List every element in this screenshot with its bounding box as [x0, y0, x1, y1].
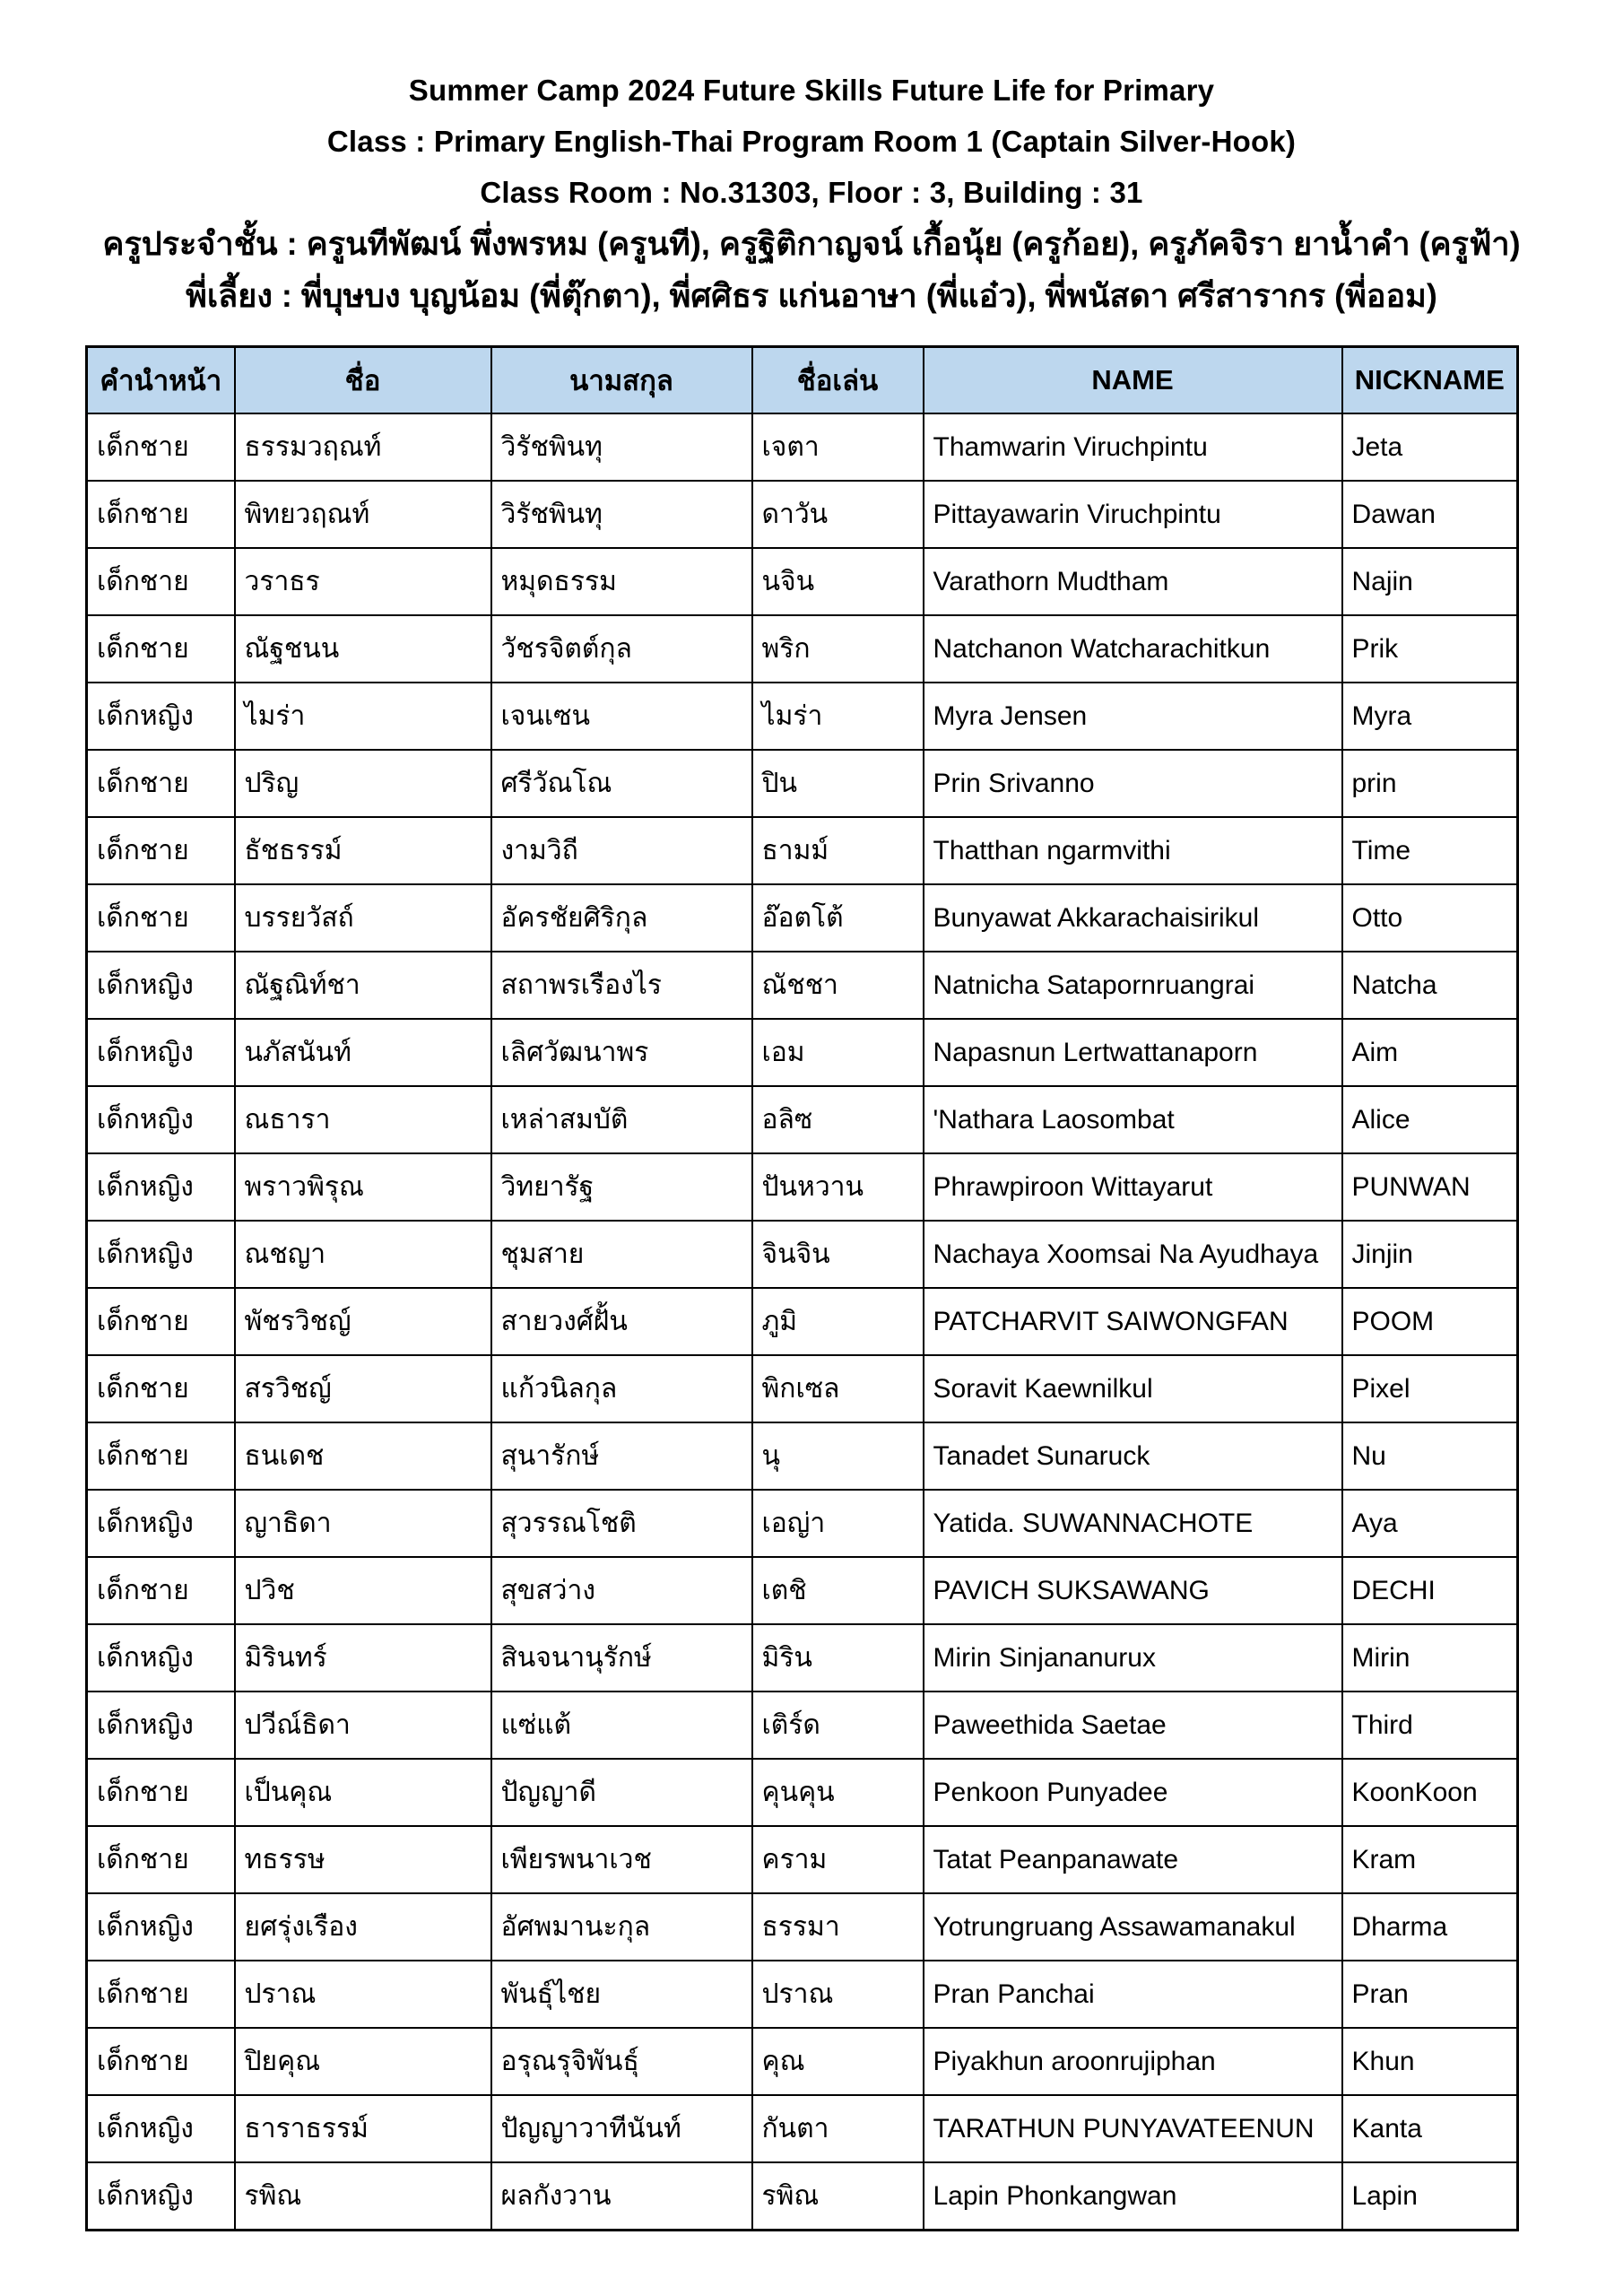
- cell-first-name: ธัชธรรม์: [235, 817, 491, 884]
- table-row: [87, 1490, 1518, 1557]
- table-row: [87, 2095, 1518, 2162]
- table-row: [87, 1759, 1518, 1826]
- cell-prefix: เด็กหญิง: [87, 683, 235, 750]
- table-row: [87, 1893, 1518, 1961]
- cell-last-name: สายวงศ์ฝั้น: [491, 1288, 752, 1355]
- cell-first-name: เป็นคุณ: [235, 1759, 491, 1826]
- cell-name-en: Piyakhun aroonrujiphan: [924, 2028, 1342, 2095]
- cell-last-name: สินจนานุรักษ์: [491, 1624, 752, 1692]
- cell-name-en: Napasnun Lertwattanaporn: [924, 1019, 1342, 1086]
- cell-prefix: เด็กหญิง: [87, 1893, 235, 1961]
- cell-thai-nickname: พริก: [752, 615, 924, 683]
- student-roster-table: [85, 345, 1519, 2231]
- table-row: [87, 1221, 1518, 1288]
- cell-first-name: ธนเดช: [235, 1422, 491, 1490]
- cell-name-en: Thatthan ngarmvithi: [924, 817, 1342, 884]
- cell-thai-nickname: นุ: [752, 1422, 924, 1490]
- cell-nickname-en: Alice: [1342, 1086, 1518, 1153]
- cell-last-name: แก้วนิลกุล: [491, 1355, 752, 1422]
- cell-name-en: Mirin Sinjananurux: [924, 1624, 1342, 1692]
- cell-nickname-en: PUNWAN: [1342, 1153, 1518, 1221]
- cell-name-en: Natnicha Satapornruangrai: [924, 952, 1342, 1019]
- cell-first-name: มิรินทร์: [235, 1624, 491, 1692]
- cell-nickname-en: Aim: [1342, 1019, 1518, 1086]
- cell-prefix: เด็กหญิง: [87, 1624, 235, 1692]
- cell-prefix: เด็กชาย: [87, 750, 235, 817]
- cell-name-en: Prin Srivanno: [924, 750, 1342, 817]
- cell-nickname-en: Najin: [1342, 548, 1518, 615]
- cell-name-en: 'Nathara Laosombat: [924, 1086, 1342, 1153]
- cell-thai-nickname: รพิณ: [752, 2162, 924, 2231]
- cell-last-name: วิทยารัฐ: [491, 1153, 752, 1221]
- cell-name-en: Yotrungruang Assawamanakul: [924, 1893, 1342, 1961]
- cell-first-name: ณัฐณิท์ชา: [235, 952, 491, 1019]
- cell-name-en: Thamwarin Viruchpintu: [924, 413, 1342, 481]
- cell-first-name: ณชญา: [235, 1221, 491, 1288]
- cell-first-name: ณธารา: [235, 1086, 491, 1153]
- cell-nickname-en: Third: [1342, 1692, 1518, 1759]
- cell-nickname-en: Kram: [1342, 1826, 1518, 1893]
- column-header-last-name: นามสกุล: [491, 347, 752, 414]
- cell-prefix: เด็กชาย: [87, 481, 235, 548]
- table-row: [87, 548, 1518, 615]
- column-header-first-name: ชื่อ: [235, 347, 491, 414]
- cell-first-name: ปราณ: [235, 1961, 491, 2028]
- table-row: [87, 481, 1518, 548]
- cell-first-name: รพิณ: [235, 2162, 491, 2231]
- table-row: [87, 1086, 1518, 1153]
- cell-name-en: Myra Jensen: [924, 683, 1342, 750]
- cell-prefix: เด็กชาย: [87, 1355, 235, 1422]
- cell-last-name: สุนารักษ์: [491, 1422, 752, 1490]
- cell-prefix: เด็กชาย: [87, 1826, 235, 1893]
- cell-last-name: เหล่าสมบัติ: [491, 1086, 752, 1153]
- cell-first-name: ไมร่า: [235, 683, 491, 750]
- cell-last-name: ศรีวัณโณ: [491, 750, 752, 817]
- table-row: [87, 1826, 1518, 1893]
- cell-prefix: เด็กชาย: [87, 1961, 235, 2028]
- cell-thai-nickname: ปิน: [752, 750, 924, 817]
- cell-first-name: ปิยคุณ: [235, 2028, 491, 2095]
- cell-thai-nickname: คราม: [752, 1826, 924, 1893]
- cell-last-name: เจนเซน: [491, 683, 752, 750]
- cell-name-en: Soravit Kaewnilkul: [924, 1355, 1342, 1422]
- column-header-thai-nickname: ชื่อเล่น: [752, 347, 924, 414]
- cell-last-name: เพียรพนาเวช: [491, 1826, 752, 1893]
- teachers-line: ครูประจำชั้น : ครูนทีพัฒน์ พึ่งพรหม (ครูนที), ครูฐิติกาญจน์ เกื้อนุ้ย (ครูก้อย), ครูภัคจิรา ยาน้ำคำ (ครูฟ้า): [102, 225, 1521, 262]
- table-row: [87, 2028, 1518, 2095]
- cell-nickname-en: Jeta: [1342, 413, 1518, 481]
- cell-last-name: พันธุ์ไชย: [491, 1961, 752, 2028]
- column-header-prefix: คำนำหน้า: [87, 347, 235, 414]
- cell-thai-nickname: พิกเซล: [752, 1355, 924, 1422]
- table-header-row: [87, 347, 1518, 414]
- cell-thai-nickname: เอญ่า: [752, 1490, 924, 1557]
- table-row: [87, 1019, 1518, 1086]
- cell-nickname-en: Khun: [1342, 2028, 1518, 2095]
- cell-last-name: อรุณรุจิพันธุ์: [491, 2028, 752, 2095]
- cell-nickname-en: Time: [1342, 817, 1518, 884]
- cell-name-en: Yatida. SUWANNACHOTE: [924, 1490, 1342, 1557]
- cell-nickname-en: Jinjin: [1342, 1221, 1518, 1288]
- cell-prefix: เด็กหญิง: [87, 2162, 235, 2231]
- cell-last-name: วัชรจิตต์กุล: [491, 615, 752, 683]
- student-table-body: [87, 413, 1518, 2231]
- cell-first-name: พิทยวฤณท์: [235, 481, 491, 548]
- cell-nickname-en: Myra: [1342, 683, 1518, 750]
- cell-nickname-en: Dharma: [1342, 1893, 1518, 1961]
- cell-last-name: สถาพรเรืองไร: [491, 952, 752, 1019]
- cell-first-name: ทธรรษ: [235, 1826, 491, 1893]
- table-row: [87, 683, 1518, 750]
- cell-prefix: เด็กชาย: [87, 817, 235, 884]
- table-row: [87, 1557, 1518, 1624]
- cell-prefix: เด็กชาย: [87, 1759, 235, 1826]
- cell-last-name: อัศพมานะกุล: [491, 1893, 752, 1961]
- cell-nickname-en: Otto: [1342, 884, 1518, 952]
- table-row: [87, 1153, 1518, 1221]
- cell-prefix: เด็กชาย: [87, 615, 235, 683]
- cell-name-en: PAVICH SUKSAWANG: [924, 1557, 1342, 1624]
- cell-thai-nickname: ธรรมา: [752, 1893, 924, 1961]
- cell-prefix: เด็กหญิง: [87, 1490, 235, 1557]
- cell-nickname-en: Lapin: [1342, 2162, 1518, 2231]
- cell-name-en: Pittayawarin Viruchpintu: [924, 481, 1342, 548]
- cell-nickname-en: DECHI: [1342, 1557, 1518, 1624]
- cell-first-name: บรรยวัสถ์: [235, 884, 491, 952]
- document-header: [0, 0, 1623, 322]
- cell-first-name: ญาธิดา: [235, 1490, 491, 1557]
- cell-last-name: สุวรรณโชติ: [491, 1490, 752, 1557]
- cell-nickname-en: prin: [1342, 750, 1518, 817]
- table-row: [87, 1624, 1518, 1692]
- cell-prefix: เด็กชาย: [87, 1422, 235, 1490]
- cell-last-name: วิรัชพินทุ: [491, 413, 752, 481]
- cell-last-name: แซ่แต้: [491, 1692, 752, 1759]
- table-row: [87, 1288, 1518, 1355]
- cell-first-name: พัชรวิชญ์: [235, 1288, 491, 1355]
- cell-last-name: ผลกังวาน: [491, 2162, 752, 2231]
- cell-thai-nickname: เตชิ: [752, 1557, 924, 1624]
- class-line: Class : Primary English-Thai Program Room 1 (Captain Silver-Hook): [326, 125, 1297, 158]
- table-row: [87, 1692, 1518, 1759]
- assistants-line: พี่เลี้ยง : พี่บุษบง บุญน้อม (พี่ตุ๊กตา), พี่ศศิธร แก่นอาษา (พี่แอ๋ว), พี่พนัสดา ศรีสารากร (พี่ออม): [186, 277, 1437, 314]
- cell-prefix: เด็กหญิง: [87, 2095, 235, 2162]
- cell-thai-nickname: เติร์ด: [752, 1692, 924, 1759]
- cell-prefix: เด็กหญิง: [87, 1086, 235, 1153]
- cell-name-en: Natchanon Watcharachitkun: [924, 615, 1342, 683]
- cell-nickname-en: Nu: [1342, 1422, 1518, 1490]
- cell-nickname-en: POOM: [1342, 1288, 1518, 1355]
- cell-first-name: ณัฐชนน: [235, 615, 491, 683]
- cell-last-name: หมุดธรรม: [491, 548, 752, 615]
- cell-thai-nickname: ภูมิ: [752, 1288, 924, 1355]
- cell-nickname-en: Pran: [1342, 1961, 1518, 2028]
- cell-nickname-en: Mirin: [1342, 1624, 1518, 1692]
- cell-thai-nickname: ไมร่า: [752, 683, 924, 750]
- cell-thai-nickname: ธามม์: [752, 817, 924, 884]
- cell-name-en: TARATHUN PUNYAVATEENUN: [924, 2095, 1342, 2162]
- cell-prefix: เด็กหญิง: [87, 952, 235, 1019]
- cell-thai-nickname: เอม: [752, 1019, 924, 1086]
- cell-name-en: Pran Panchai: [924, 1961, 1342, 2028]
- table-row: [87, 2162, 1518, 2231]
- cell-prefix: เด็กหญิง: [87, 1692, 235, 1759]
- cell-first-name: วราธร: [235, 548, 491, 615]
- cell-first-name: นภัสนันท์: [235, 1019, 491, 1086]
- table-row: [87, 1422, 1518, 1490]
- cell-prefix: เด็กชาย: [87, 413, 235, 481]
- cell-thai-nickname: จินจิน: [752, 1221, 924, 1288]
- cell-name-en: Bunyawat Akkarachaisirikul: [924, 884, 1342, 952]
- cell-thai-nickname: คุนคุน: [752, 1759, 924, 1826]
- table-row: [87, 817, 1518, 884]
- cell-nickname-en: Pixel: [1342, 1355, 1518, 1422]
- cell-thai-nickname: คุณ: [752, 2028, 924, 2095]
- table-row: [87, 884, 1518, 952]
- cell-thai-nickname: อ๊อตโต้: [752, 884, 924, 952]
- table-row: [87, 750, 1518, 817]
- cell-name-en: PATCHARVIT SAIWONGFAN: [924, 1288, 1342, 1355]
- cell-name-en: Tatat Peanpanawate: [924, 1826, 1342, 1893]
- page-title: Summer Camp 2024 Future Skills Future Life for Primary: [408, 74, 1215, 107]
- cell-thai-nickname: ปราณ: [752, 1961, 924, 2028]
- cell-last-name: ชุมสาย: [491, 1221, 752, 1288]
- cell-prefix: เด็กชาย: [87, 884, 235, 952]
- cell-name-en: Penkoon Punyadee: [924, 1759, 1342, 1826]
- column-header-nickname-en: NICKNAME: [1342, 347, 1518, 414]
- cell-name-en: Varathorn Mudtham: [924, 548, 1342, 615]
- cell-thai-nickname: ณัชชา: [752, 952, 924, 1019]
- table-row: [87, 413, 1518, 481]
- cell-prefix: เด็กหญิง: [87, 1221, 235, 1288]
- cell-first-name: ปวีณ์ธิดา: [235, 1692, 491, 1759]
- cell-name-en: Paweethida Saetae: [924, 1692, 1342, 1759]
- table-row: [87, 1961, 1518, 2028]
- cell-name-en: Phrawpiroon Wittayarut: [924, 1153, 1342, 1221]
- cell-thai-nickname: มิริน: [752, 1624, 924, 1692]
- cell-prefix: เด็กชาย: [87, 2028, 235, 2095]
- cell-thai-nickname: นจิน: [752, 548, 924, 615]
- table-row: [87, 1355, 1518, 1422]
- cell-nickname-en: Aya: [1342, 1490, 1518, 1557]
- classroom-line: Class Room : No.31303, Floor : 3, Building : 31: [480, 176, 1143, 209]
- cell-first-name: ธรรมวฤณท์: [235, 413, 491, 481]
- cell-first-name: สรวิชญ์: [235, 1355, 491, 1422]
- cell-thai-nickname: อลิซ: [752, 1086, 924, 1153]
- cell-name-en: Nachaya Xoomsai Na Ayudhaya: [924, 1221, 1342, 1288]
- cell-first-name: ปวิช: [235, 1557, 491, 1624]
- cell-prefix: เด็กหญิง: [87, 1019, 235, 1086]
- cell-last-name: งามวิถี: [491, 817, 752, 884]
- cell-prefix: เด็กหญิง: [87, 1153, 235, 1221]
- cell-first-name: ปริญ: [235, 750, 491, 817]
- cell-name-en: Lapin Phonkangwan: [924, 2162, 1342, 2231]
- cell-last-name: สุขสว่าง: [491, 1557, 752, 1624]
- cell-last-name: ปัญญาวาทีนันท์: [491, 2095, 752, 2162]
- cell-nickname-en: Dawan: [1342, 481, 1518, 548]
- cell-last-name: เลิศวัฒนาพร: [491, 1019, 752, 1086]
- cell-prefix: เด็กชาย: [87, 1288, 235, 1355]
- cell-prefix: เด็กชาย: [87, 1557, 235, 1624]
- cell-first-name: พราวพิรุณ: [235, 1153, 491, 1221]
- table-row: [87, 615, 1518, 683]
- cell-nickname-en: Natcha: [1342, 952, 1518, 1019]
- cell-thai-nickname: กันตา: [752, 2095, 924, 2162]
- column-header-name-en: NAME: [924, 347, 1342, 414]
- cell-last-name: ปัญญาดี: [491, 1759, 752, 1826]
- cell-thai-nickname: เจตา: [752, 413, 924, 481]
- table-row: [87, 952, 1518, 1019]
- cell-nickname-en: KoonKoon: [1342, 1759, 1518, 1826]
- cell-first-name: ยศรุ่งเรือง: [235, 1893, 491, 1961]
- cell-nickname-en: Kanta: [1342, 2095, 1518, 2162]
- cell-name-en: Tanadet Sunaruck: [924, 1422, 1342, 1490]
- cell-thai-nickname: ดาวัน: [752, 481, 924, 548]
- cell-first-name: ธาราธรรม์: [235, 2095, 491, 2162]
- cell-last-name: วิรัชพินทุ: [491, 481, 752, 548]
- cell-nickname-en: Prik: [1342, 615, 1518, 683]
- cell-thai-nickname: ปันหวาน: [752, 1153, 924, 1221]
- cell-prefix: เด็กชาย: [87, 548, 235, 615]
- cell-last-name: อัครชัยศิริกุล: [491, 884, 752, 952]
